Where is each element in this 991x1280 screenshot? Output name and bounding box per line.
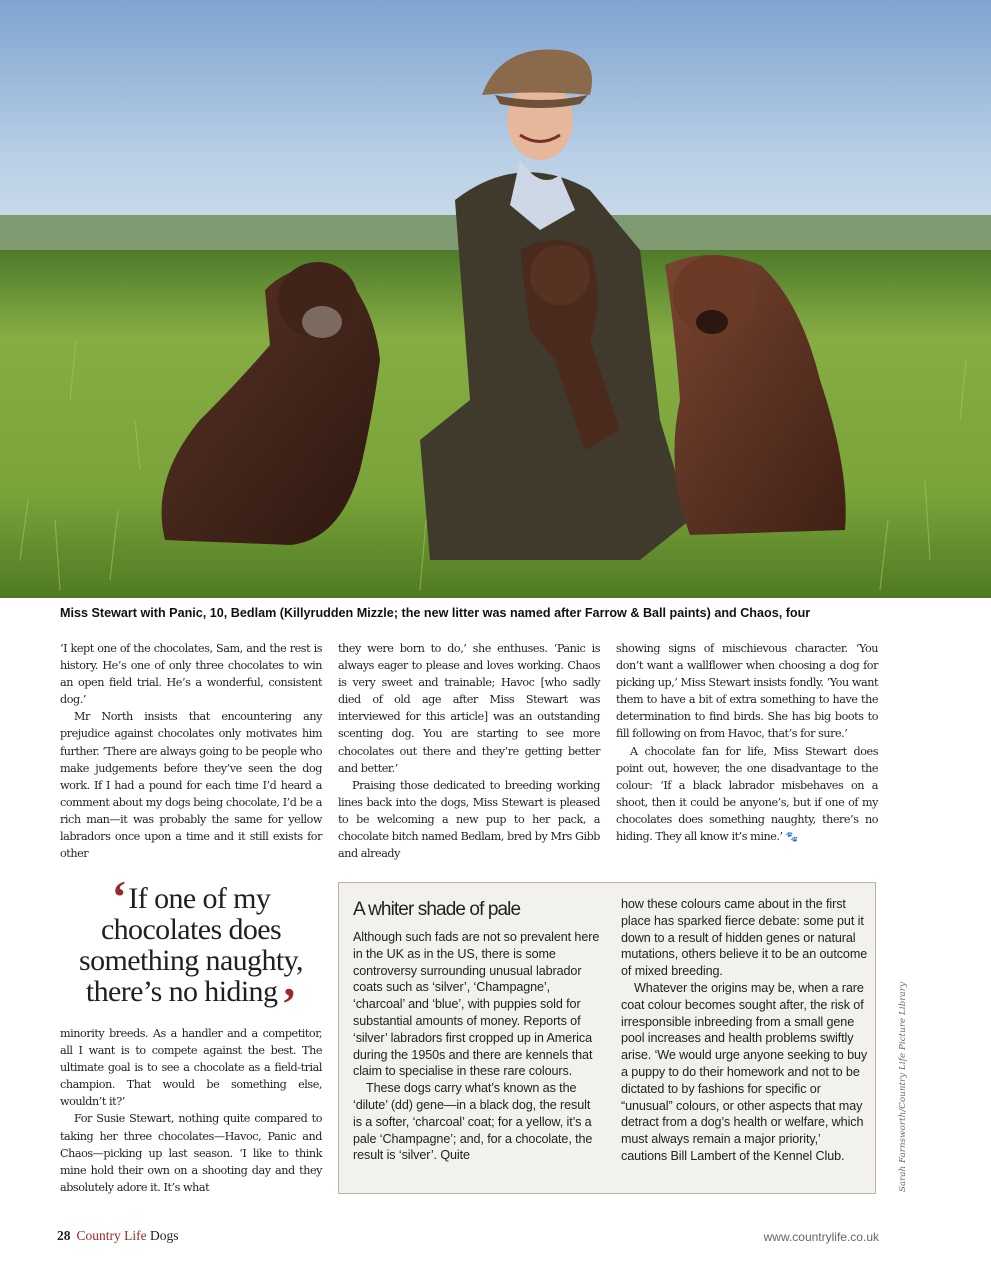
section-name: Dogs [150,1228,179,1243]
paragraph: ‘I kept one of the chocolates, Sam, and the rest is history. He’s one of only three chocolates to win an open field trial. He’s a wonderful, consistent dog.’ [60,642,322,707]
paragraph: Praising those dedicated to breeding working lines back into the dogs, Miss Stewart is pleased to be welcoming a new pup to her pack, a chocolate bitch named Bedlam, bred by Mrs Gibb and already [338,778,600,861]
paragraph: showing signs of mischievous character. ‘You don’t want a wallflower when choosing a dog for picking up,’ Miss Stewart insists fondly. ‘You want them to have a bit of extra something to have the determination to find birds. She has big boots to fill following on from Havoc, that’s for sure.’ [616,642,878,741]
hero-photo [0,0,991,598]
page-number: 28 [57,1228,71,1243]
paragraph: minority breeds. As a handler and a competitor, all I want is to compete against the best. The ultimate goal is to see a chocolate as a field-trial champion. That would be something else, wouldn’t it?’ [60,1027,322,1109]
sidebar-title: A whiter shade of pale [353,899,521,920]
page-footer-left [57,1228,179,1244]
pull-quote [60,871,322,1029]
article-column-2 [338,640,600,862]
article-column-1 [60,640,322,862]
article-column-3 [616,640,878,846]
paragraph [616,743,878,847]
photo-caption: Miss Stewart with Panic, 10, Bedlam (Killyrudden Mizzle; the new litter was named after Farrow & Ball paints) and Chaos, four [60,606,811,620]
sidebar-paragraph: Although such fads are not so prevalent here in the UK as in the US, there is some controversy surrounding unusual labrador coats such as ‘silver’, ‘Champagne’, ‘charcoal’ and ‘blue’, with puppies sold for substantial amounts of money. Reports of ‘silver’ labradors first cropped up in America during the 1950s and there are kennels that claim to specialise in these rare colours. [353,930,600,1079]
sidebar-paragraph: Whatever the origins may be, when a rare coat colour becomes sought after, the risk of irresponsible inbreeding from a small gene pool increases and health problems swiftly arise. ‘We would urge anyone seeking to buy a puppy to do their homework and not to be dictated to by fashions for specific or “unusual” colours, or other aspects that may detract from a dog’s health or welfare, which must always remain a major priority,’ cautions Bill Lambert of the Kennel Club. [621,980,868,1163]
paragraph: Mr North insists that encountering any prejudice against chocolates only motivates him further. ‘There are always going to be people who make judgements before they’ve seen the dog work. If I had a pound for each time I’d heard a comment about my dogs being chocolate, I’d be a rich man—it was probably the same for yellow labradors once upon a time and it still exists for other [60,710,322,861]
sidebar-column-1 [353,929,601,1164]
brand-name: Country Life [76,1228,147,1243]
paragraph: they were born to do,’ she enthuses. ‘Panic is always eager to please and loves working. Chaos is very sweet and trainable; Havoc [who sadly died of old age after Miss Stewart was interviewed for this article] was an outstanding scenting dog. You are starting to see more chocolates out there and they’re getting better and better.’ [338,642,600,775]
paragraph-text: A chocolate fan for life, Miss Stewart does point out, however, the one disadvantage to the colour: ‘If a black labrador misbehaves on a shoot, then it could be anyone’s, but if one of my chocolates does something naughty, there’s no hiding. They all know it’s mine.’ [616,744,878,844]
photo-credit: Sarah Farnsworth/Country Life Picture Library [898,982,908,1192]
sidebar-column-2 [621,896,869,1165]
paragraph: For Susie Stewart, nothing quite compared to taking her three chocolates—Havoc, Panic and Chaos—picking up last season. ‘I like to think mine hold their own on a shooting day and they absolutely adore it. It’s what [60,1112,322,1194]
paw-end-icon: 🐾 [785,832,798,844]
open-quote-mark: ‘ [111,871,127,922]
pull-quote-text: If one of my chocolates does something naughty, there’s no hiding [79,882,303,1008]
article-column-1-continued [60,1025,322,1196]
sidebar-paragraph: These dogs carry what’s known as the ‘dilute’ (dd) gene—in a black dog, the result is a softer, ‘charcoal’ coat; for a yellow, it’s a pale ‘Champagne’; and, for a chocolate, the result is ‘silver’. Quite [353,1081,593,1163]
footer-url: www.countrylife.co.uk [763,1230,879,1244]
sidebar-paragraph: how these colours came about in the first place has sparked fierce debate: some put it down to a result of hidden genes or natural mutations, others believe it to be an outcome of mixed breeding. [621,897,868,979]
sidebar-box [338,882,876,1194]
close-quote-mark: ’ [281,978,297,1029]
